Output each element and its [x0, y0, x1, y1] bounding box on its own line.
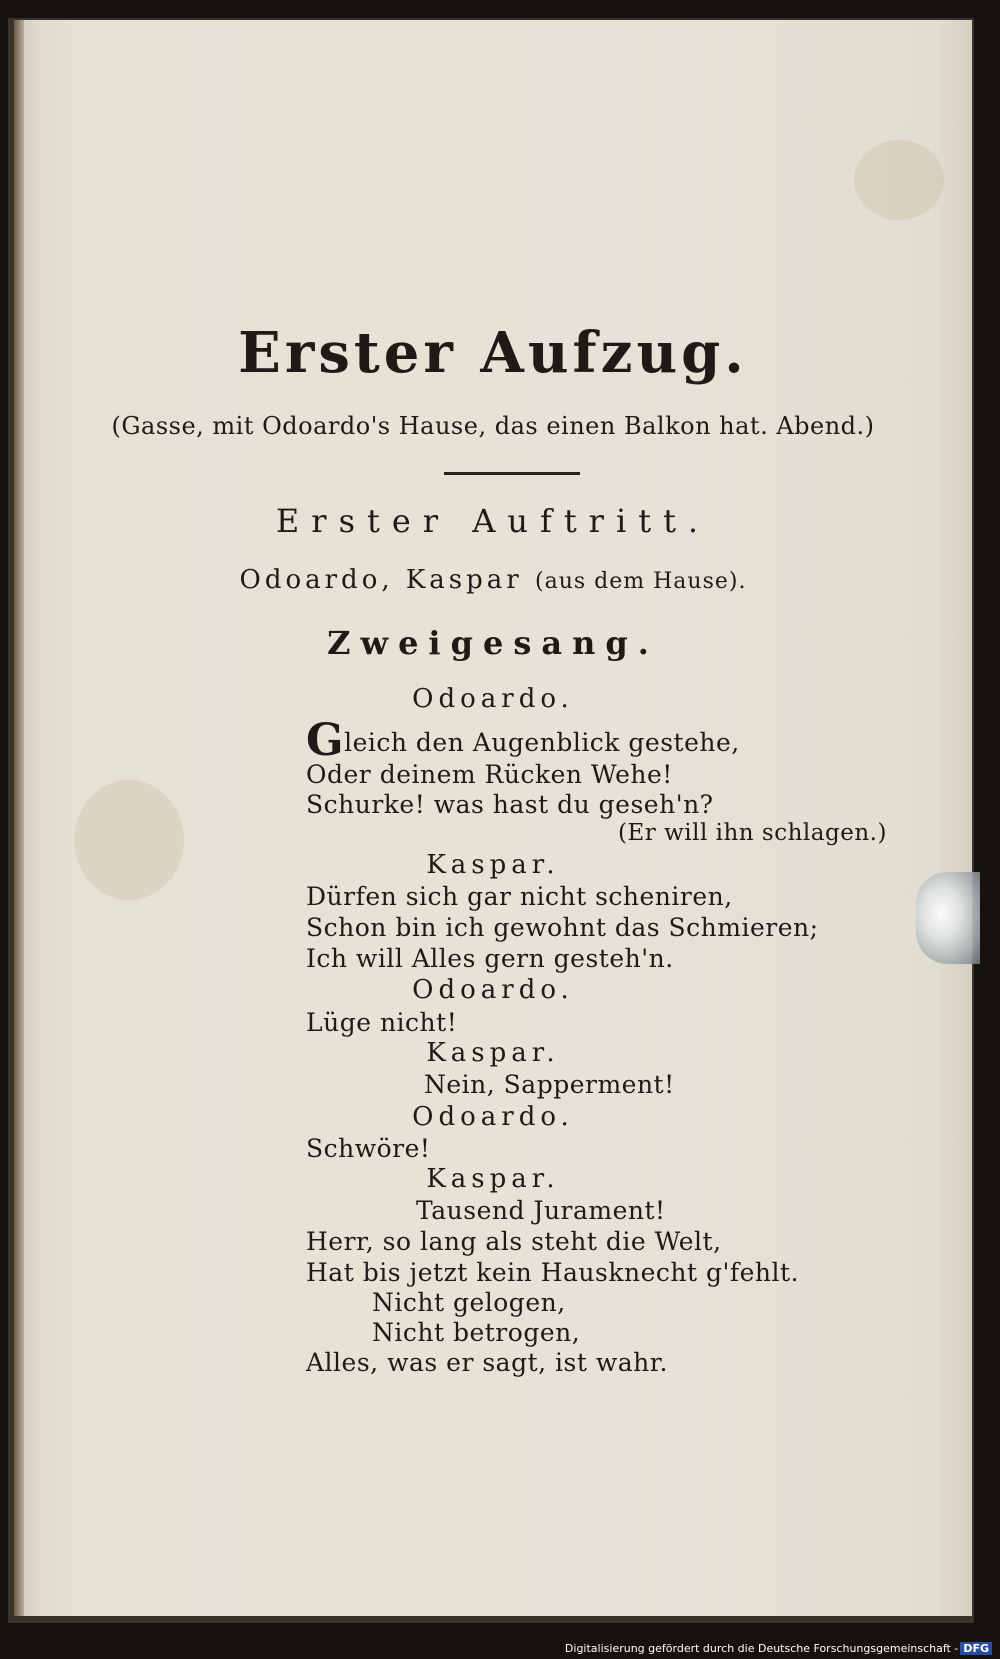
- verse-line: Lüge nicht!: [306, 1008, 458, 1037]
- drop-cap: G: [306, 715, 345, 766]
- digitization-credit: [565, 1642, 992, 1655]
- stage-setting: (Gasse, mit Odoardo's Hause, das einen Balkon hat. Abend.): [111, 412, 875, 440]
- verse-line: Schwöre!: [306, 1134, 431, 1163]
- book-page: [14, 20, 972, 1616]
- verse-text: leich den Augenblick gestehe,: [344, 728, 740, 757]
- speaker-odoardo: Odoardo.: [412, 684, 574, 714]
- cast-aside: (aus dem Hause).: [535, 569, 747, 594]
- cast-line: [14, 565, 972, 595]
- verse-line: Oder deinem Rücken Wehe!: [306, 760, 673, 789]
- verse-line: Hat bis jetzt kein Hausknecht g'fehlt.: [306, 1258, 800, 1287]
- divider-rule: [444, 472, 580, 475]
- cast-names: Odoardo, Kaspar: [239, 565, 523, 595]
- verse-line: Nicht gelogen,: [372, 1288, 566, 1317]
- verse-line: Schurke! was hast du geseh'n?: [306, 790, 714, 819]
- book-gutter: [14, 20, 24, 1616]
- verse-line: [306, 715, 740, 766]
- verse-line: Nein, Sapperment!: [424, 1070, 675, 1099]
- paper-stain: [74, 780, 184, 900]
- verse-line: Tausend Jurament!: [416, 1196, 666, 1225]
- speaker-kaspar: Kaspar.: [426, 1038, 560, 1068]
- credit-text: Digitalisierung gefördert durch die Deutsche Forschungsgemeinschaft -: [564, 1642, 959, 1655]
- verse-line: Alles, was er sagt, ist wahr.: [306, 1348, 668, 1377]
- page-holder-clip: [916, 872, 980, 964]
- verse-line: Herr, so lang als steht die Welt,: [306, 1227, 722, 1256]
- stage-direction: (Er will ihn schlagen.): [618, 820, 887, 846]
- verse-line: Nicht betrogen,: [372, 1318, 581, 1347]
- song-heading: Zweigesang.: [327, 624, 659, 662]
- dfg-logo: DFG: [960, 1642, 992, 1655]
- verse-line: Schon bin ich gewohnt das Schmieren;: [306, 913, 819, 942]
- scene-heading: Erster Auftritt.: [275, 502, 711, 540]
- verse-line: Dürfen sich gar nicht scheniren,: [306, 882, 733, 911]
- paper-stain: [854, 140, 944, 220]
- verse-line: Ich will Alles gern gesteh'n.: [306, 944, 674, 973]
- speaker-odoardo: Odoardo.: [412, 1102, 574, 1132]
- speaker-kaspar: Kaspar.: [426, 1164, 560, 1194]
- act-title: Erster Aufzug.: [238, 320, 748, 386]
- speaker-odoardo: Odoardo.: [412, 975, 574, 1005]
- speaker-kaspar: Kaspar.: [426, 850, 560, 880]
